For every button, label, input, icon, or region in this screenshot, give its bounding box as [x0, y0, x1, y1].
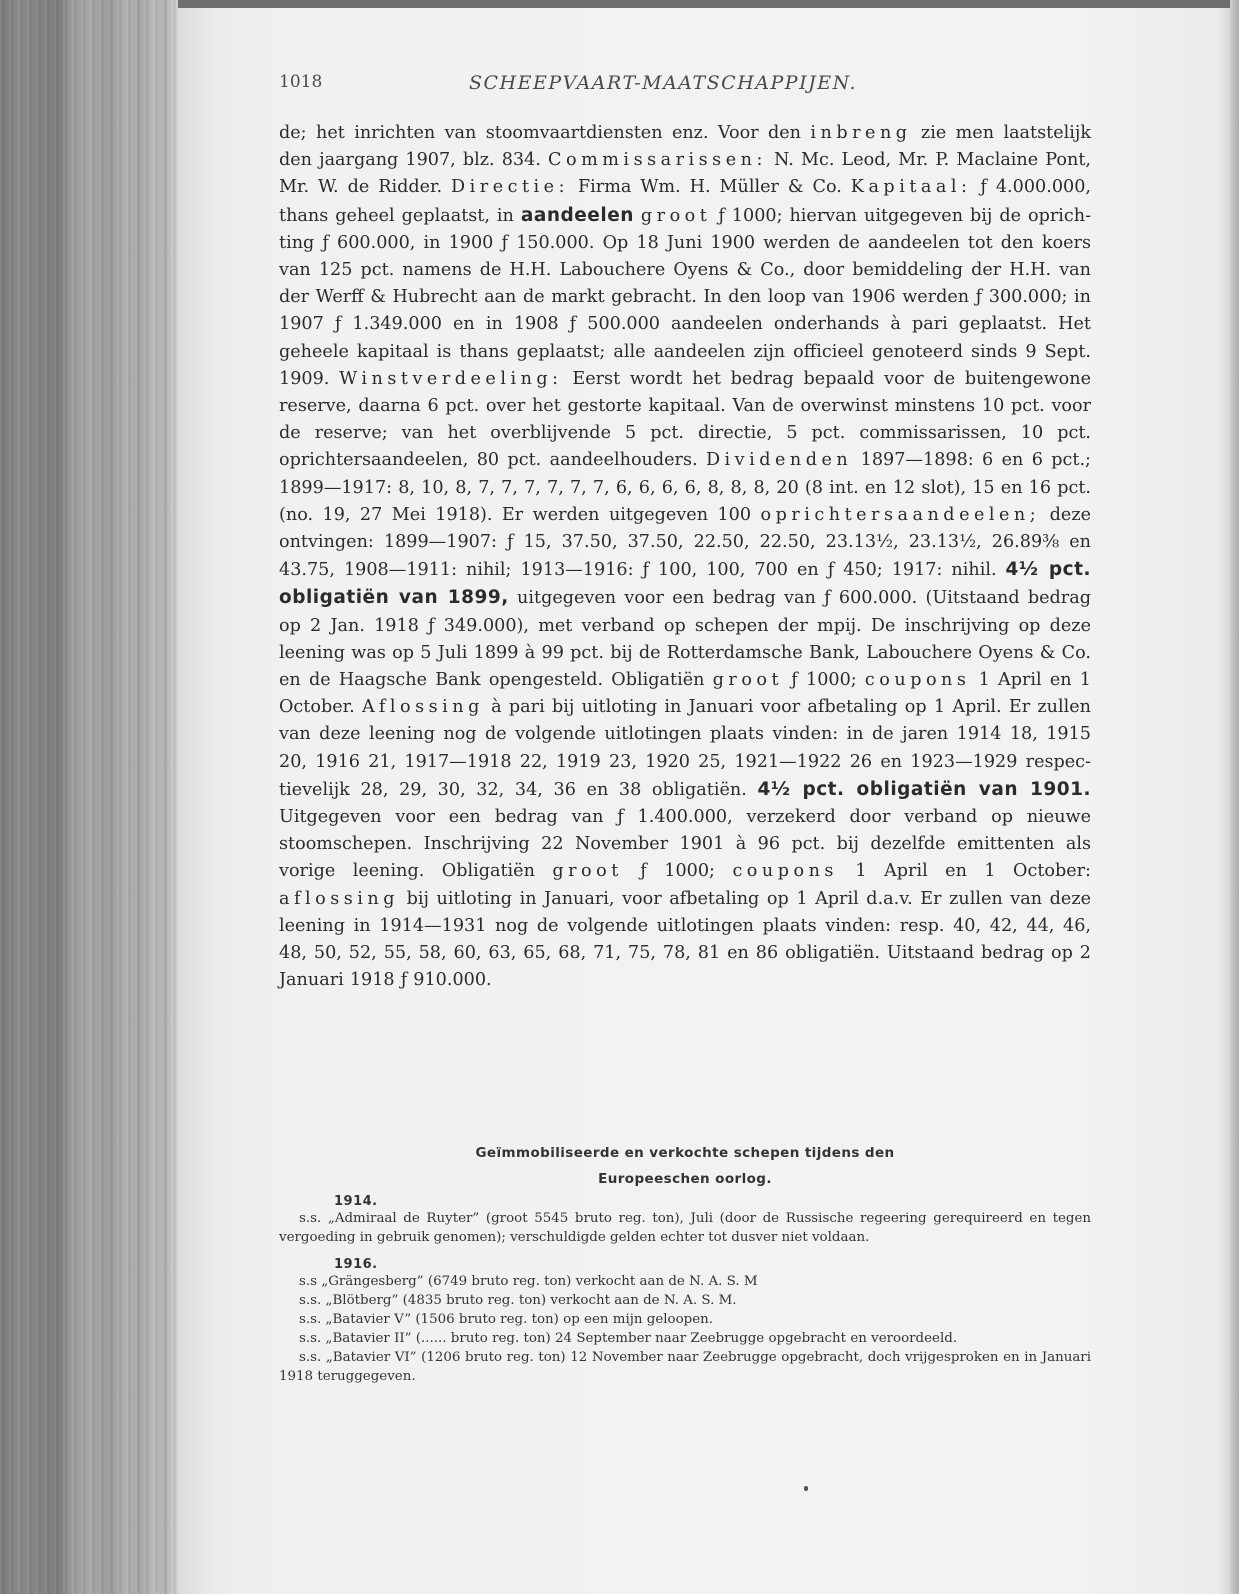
section-title-line-1: Geïmmobiliseerde en verkochte schepen tijdens den — [475, 1145, 895, 1161]
spaced-keyword: coupons — [732, 861, 838, 882]
body-text-run: Uitgegeven voor een bedrag van ƒ 1.400.000, verzekerd door verband op nieuwe stoomschepen. Inschrijving 22 November 1901 à 96 pct. bij dezelfde emittenten als vorige leening. Obligatiën — [279, 807, 1091, 882]
scan-top-edge — [0, 0, 1239, 8]
body-text-run: ƒ 1000; — [622, 861, 733, 882]
body-text-run: ƒ 1000; — [783, 670, 865, 691]
spaced-keyword: Commissarissen: — [548, 150, 767, 171]
body-text-run: Eerst wordt het bedrag bepaald voor de buitengewone reserve, daarna 6 pct. over het gestorte kapitaal. Van de overwinst minstens 10 pct. voor de reserve; van het overblijvende 5 pct. directie, 5 pct. commissarissen, 10 pct. oprichtersaandeelen, 80 pct. aandeelhouders. — [279, 368, 1091, 471]
body-text-run: à pari bij uitloting in Januari voor afbetaling op 1 April. Er zullen van deze leening nog de volgende uitlotingen plaats vinden: in de jaren 1914 18, 1915 20, 1916 21, 1917—1918 22, 1919 23, 1920 25, 1921—1922 26 en 1923—1929 respectievelijk 28, 29, 30, 32, 34, 36 en 38 obligatiën. — [279, 697, 1092, 800]
spaced-keyword: oprichtersaandeelen; — [760, 504, 1041, 525]
spaced-keyword: aflossing — [279, 888, 399, 909]
bold-heading: aandeelen — [520, 204, 634, 226]
bold-heading: 4½ pct. obligatiën van 1901. — [757, 778, 1091, 800]
spaced-keyword: Aflossing — [361, 697, 484, 718]
bold-heading: 4½ pct. obligatiën van 1899, — [279, 559, 1091, 609]
ship-entry: s.s. „Blötberg” (4835 bruto reg. ton) verkocht aan de N. A. S. M. — [299, 1293, 737, 1308]
spaced-keyword: groot — [712, 670, 784, 691]
year-heading: 1916. — [334, 1257, 378, 1272]
body-paragraph — [279, 120, 1091, 995]
year-group — [279, 1257, 1091, 1386]
page-number: 1018 — [279, 72, 323, 92]
running-title: SCHEEPVAART-MAATSCHAPPIJEN. — [469, 72, 858, 94]
body-text-run: 1 April en 1 October. — [279, 670, 1091, 718]
spaced-keyword: groot — [640, 205, 712, 226]
spaced-keyword: Kapitaal: — [850, 177, 972, 198]
body-text-run: bij uitloting in Januari, voor afbetaling op 1 April d.a.v. Er zullen van deze leening in 1914—1931 nog de volgende uitlotingen plaats vinden: resp. 40, 42, 44, 46, 48, 50, 52, 55, 58, 60, 63, 65, 68, 71, 75, 78, 81 en 86 obligatiën. Uitstaand bedrag op 2 Januari 1918 ƒ 910.000. — [279, 888, 1091, 991]
body-text-run: de; het inrichten van stoomvaartdiensten enz. Voor den — [279, 123, 811, 143]
year-group — [279, 1194, 1091, 1247]
ship-entry: s.s. „Batavier II” (...... bruto reg. ton) 24 September naar Zeebrugge opgebracht en veroordeeld. — [299, 1331, 958, 1346]
spaced-keyword: coupons — [864, 670, 971, 691]
spaced-keyword: inbreng — [810, 123, 912, 143]
spaced-keyword: groot — [552, 861, 623, 882]
body-text-run: N. Mc. Leod, Mr. P. Maclaine Pont, Mr. W. de Ridder. — [279, 150, 1091, 198]
spaced-keyword: Winstverdeeling: — [339, 368, 563, 389]
body-text-run: 1 April en 1 October: — [837, 861, 1091, 882]
section-title-line-2: Europeeschen oorlog. — [598, 1171, 772, 1187]
spaced-keyword: Directie: — [451, 177, 569, 198]
body-text-run: deze ontvingen: 1899—1907: ƒ 15, 37.50, 37.50, 22.50, 22.50, 23.13½, 23.13½, 26.89⅜ en 43.75, 1908—1911: nihil; 1913—1916: ƒ 100, 100, 700 en ƒ 450; 1917: nihil. — [279, 504, 1092, 581]
book-page — [178, 8, 1230, 1594]
scan-right-edge — [1230, 0, 1239, 1594]
running-head — [279, 72, 1091, 96]
ink-speck — [804, 1486, 808, 1491]
body-text-run: ƒ 1000; hiervan uitgegeven bij de oprichting ƒ 600.000, in 1900 ƒ 150.000. Op 18 Juni 1900 werden de aandeelen tot den koers van 125 pct. namens de H.H. Labouchere Oyens & Co., door bemiddeling der H.H. van der Werff & Hubrecht aan de markt gebracht. In den loop van 1906 werden ƒ 300.000; in 1907 ƒ 1.349.000 en in 1908 ƒ 500.000 aandeelen onderhands à pari geplaatst. Het geheele kapitaal is thans geplaatst; alle aandeelen zijn officieel genoteerd sinds 9 Sept. 1909. — [279, 205, 1092, 389]
body-text-run — [634, 206, 641, 226]
ship-entry: s.s. „Batavier VI” (1206 bruto reg. ton) 12 November naar Zeebrugge opgebracht, doch vrijgesproken en in Januari 1918 teruggegeven. — [279, 1350, 1091, 1384]
book-binding-page-edges — [0, 0, 178, 1594]
ship-entry: s.s. „Batavier V” (1506 bruto reg. ton) op een mijn geloopen. — [299, 1312, 714, 1327]
year-heading: 1914. — [334, 1194, 378, 1209]
body-text-run: ƒ 4.000.000, thans geheel geplaatst, in — [279, 177, 1091, 226]
ship-entry: s.s „Grängesberg” (6749 bruto reg. ton) verkocht aan de N. A. S. M — [299, 1274, 758, 1289]
body-text-run: 1897—1898: 6 en 6 pct.; 1899—1917: 8, 10, 8, 7, 7, 7, 7, 7, 7, 6, 6, 6, 6, 8, 8, 8, 20 (8 int. en 12 slot), 15 en 16 pct. (no. 19, 27 Mei 1918). Er werden uitgegeven 100 — [279, 450, 1091, 525]
year-groups — [279, 1194, 1091, 1386]
body-text-run: zie men laatstelijk den jaargang 1907, blz. 834. — [279, 123, 1091, 171]
spaced-keyword: Dividenden — [705, 450, 853, 471]
ship-entry: s.s. „Admiraal de Ruyter” (groot 5545 bruto reg. ton), Juli (door de Russische regeering gerequireerd en tegen vergoeding in gebruik genomen); verschuldigde gelden echter tot dusver niet voldaan. — [279, 1211, 1091, 1245]
ships-section — [279, 1140, 1091, 1386]
body-text-run: Firma Wm. H. Müller & Co. — [569, 177, 851, 198]
body-text-run: uitgegeven voor een bedrag van ƒ 600.000. (Uitstaand bedrag op 2 Jan. 1918 ƒ 349.000), met verband op schepen der mpij. De inschrijving op deze leening was op 5 Juli 1899 à 99 pct. bij de Rotterdamsche Bank, Labouchere Oyens & Co. en de Haagsche Bank opengesteld. Obligatiën — [279, 588, 1091, 691]
